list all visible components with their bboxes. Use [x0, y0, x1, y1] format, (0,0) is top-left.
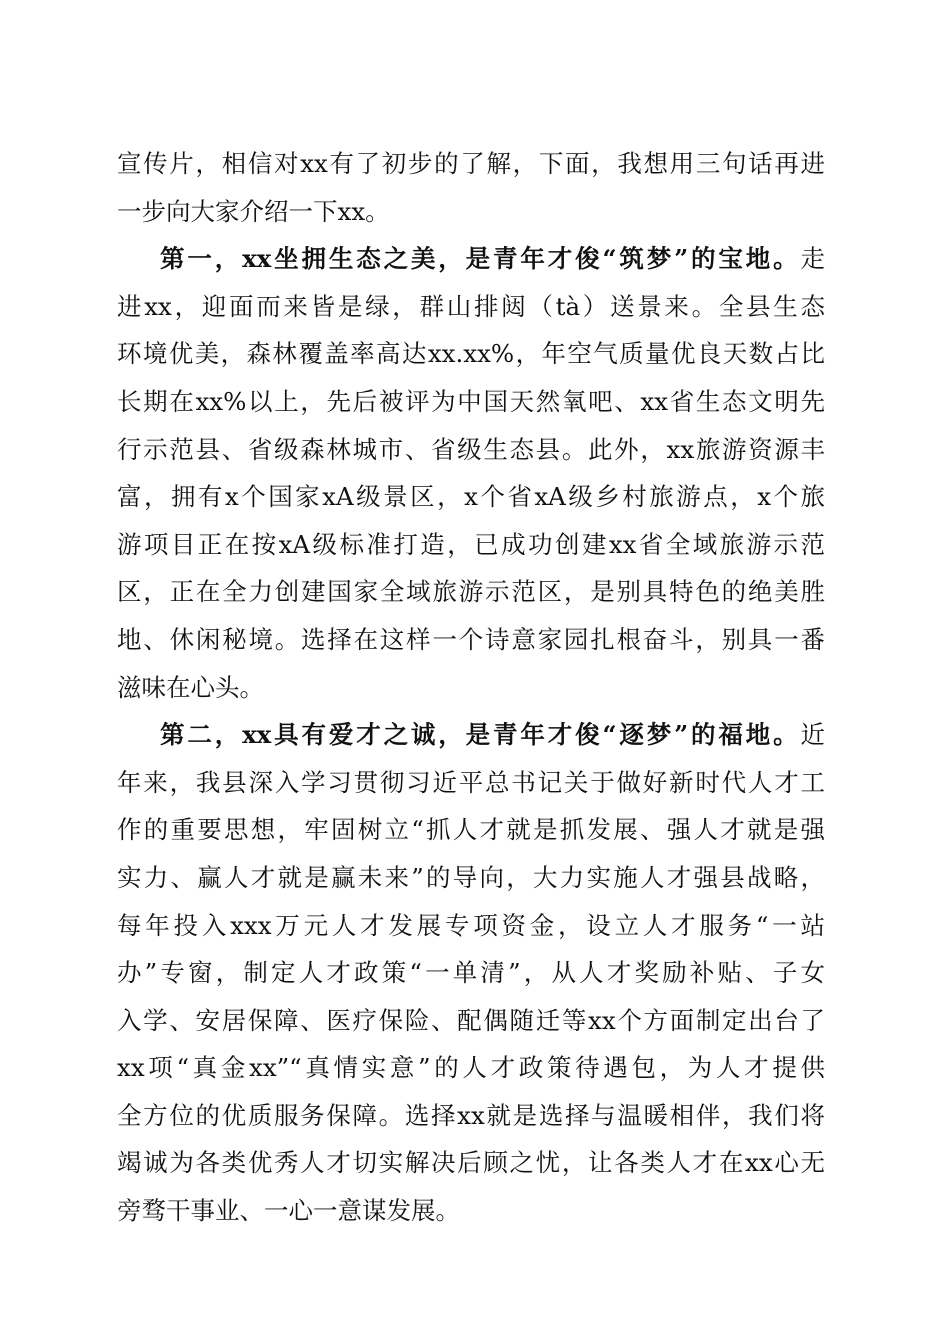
paragraph-2-line-8: 区，正在全力创建国家全域旅游示范区，是别具特色的绝美胜	[117, 577, 825, 607]
paragraph-2-line-2: 进xx，迎面而来皆是绿，群山排闼（tà）送景来。全县生态	[117, 291, 825, 321]
paragraph-2-line-5: 行示范县、省级森林城市、省级生态县。此外，xx旅游资源丰	[117, 434, 825, 464]
paragraph-3-line-3: 作的重要思想，牢固树立“抓人才就是抓发展、强人才就是强	[117, 815, 825, 845]
paragraph-2-lead: 第一，xx坐拥生态之美，是青年才俊“筑梦”的宝地。	[160, 244, 801, 274]
paragraph-2-line-1	[117, 235, 825, 283]
paragraph-2-line-10: 滋味在心头。	[117, 672, 264, 702]
paragraph-3-line-8: xx项“真金xx”“真情实意”的人才政策待遇包，为人才提供	[117, 1053, 825, 1083]
paragraph-2-line-9: 地、休闲秘境。选择在这样一个诗意家园扎根奋斗，别具一番	[117, 624, 825, 654]
paragraph-2-line-7: 游项目正在按xA级标准打造，已成功创建xx省全域旅游示范	[117, 529, 825, 559]
paragraph-3-line-5: 每年投入xxx万元人才发展专项资金，设立人才服务“一站	[117, 910, 825, 940]
paragraph-2-line-4: 长期在xx%以上，先后被评为中国天然氧吧、xx省生态文明先	[117, 386, 825, 416]
document-body	[117, 140, 825, 1235]
paragraph-3-line-10: 竭诚为各类优秀人才切实解决后顾之忧，让各类人才在xx心无	[117, 1148, 825, 1178]
paragraph-3-line-2: 年来，我县深入学习贯彻习近平总书记关于做好新时代人才工	[117, 767, 825, 797]
paragraph-3-line-7: 入学、安居保障、医疗保险、配偶随迁等xx个方面制定出台了	[117, 1005, 825, 1035]
paragraph-3-line-4: 实力、赢人才就是赢未来”的导向，大力实施人才强县战略，	[117, 862, 825, 892]
paragraph-1-line-2: 一步向大家介绍一下xx。	[117, 196, 390, 226]
paragraph-3-first-rest: 近	[800, 720, 825, 750]
paragraph-3-line-1	[117, 711, 825, 759]
paragraph-3-line-11: 旁骛干事业、一心一意谋发展。	[117, 1196, 460, 1226]
paragraph-3-lead: 第二，xx具有爱才之诚，是青年才俊“逐梦”的福地。	[160, 720, 801, 750]
paragraph-3-line-9: 全方位的优质服务保障。选择xx就是选择与温暖相伴，我们将	[117, 1100, 825, 1130]
paragraph-2-line-3: 环境优美，森林覆盖率高达xx.xx%，年空气质量优良天数占比	[117, 339, 825, 369]
paragraph-2-line-6: 富，拥有x个国家xA级景区，x个省xA级乡村旅游点，x个旅	[117, 482, 825, 512]
paragraph-1-line-1: 宣传片，相信对xx有了初步的了解，下面，我想用三句话再进	[117, 149, 825, 178]
paragraph-2-first-rest: 走	[800, 244, 825, 274]
paragraph-3-line-6: 办”专窗，制定人才政策“一单清”，从人才奖励补贴、子女	[117, 958, 825, 988]
